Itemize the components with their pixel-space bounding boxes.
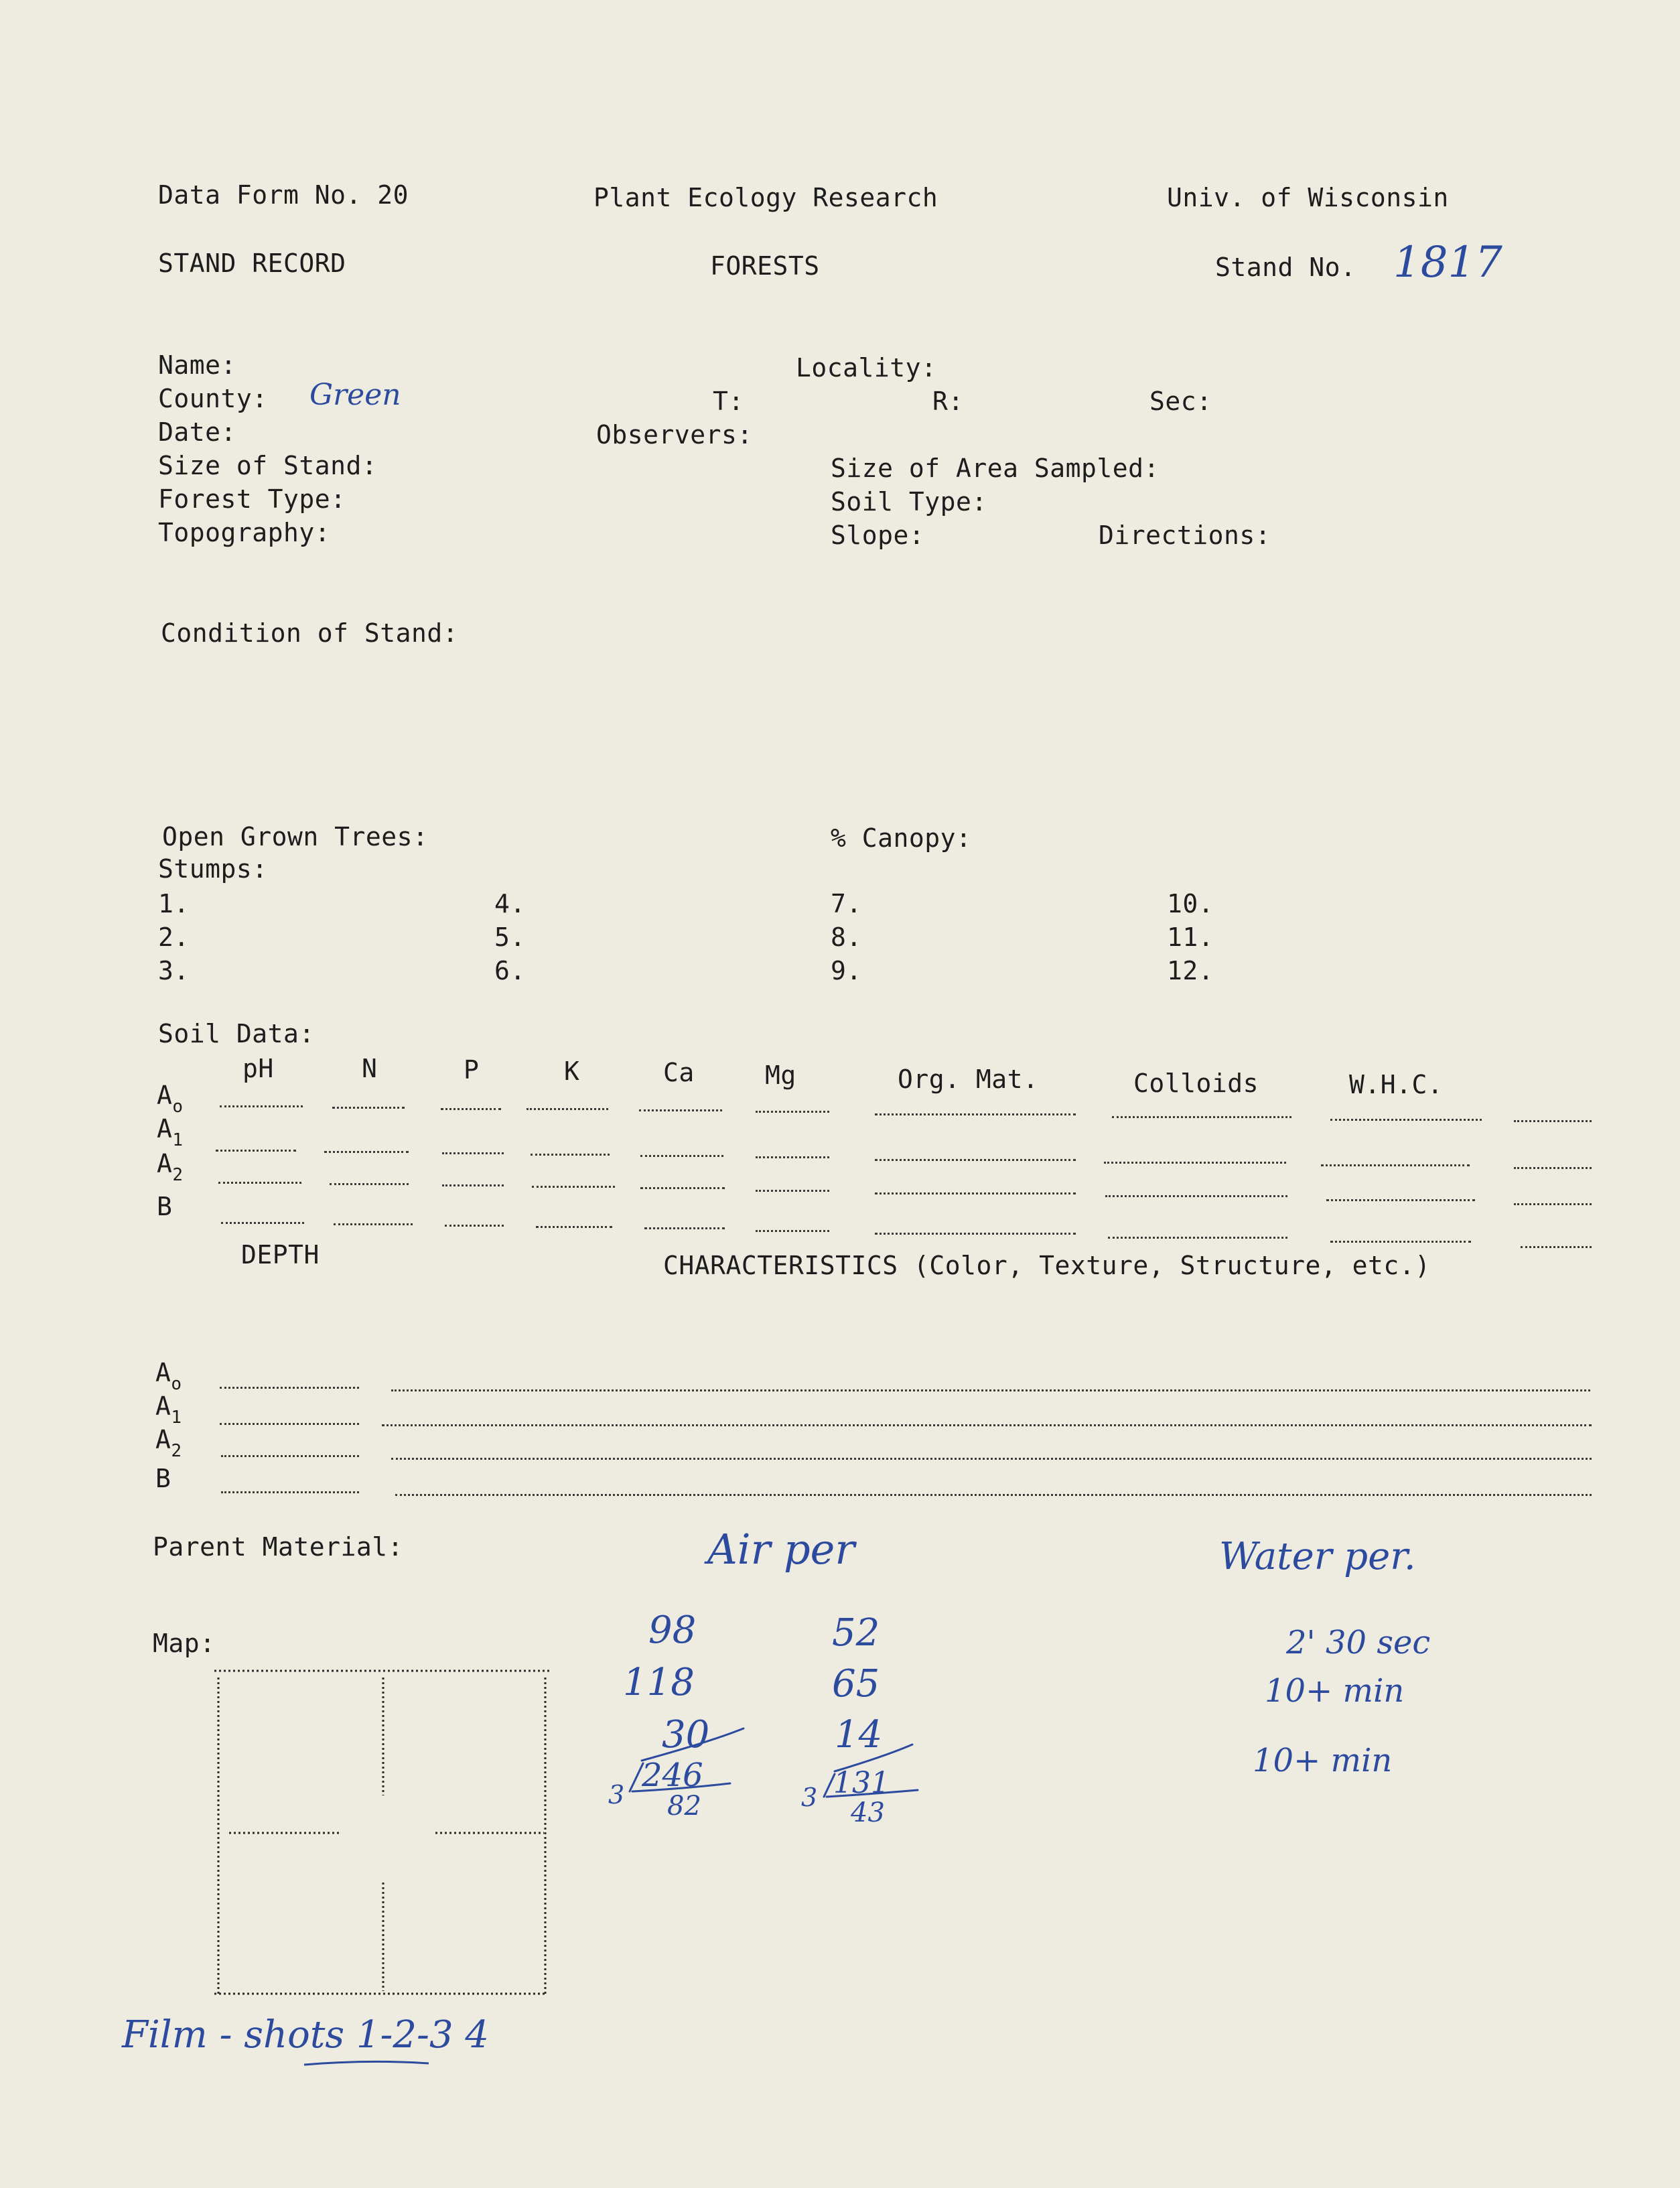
forest-type-label: Forest Type: [158,484,346,514]
horizon-b: B [157,1192,173,1221]
air-col2-value: 65 [832,1662,880,1706]
stump-7: 7. [831,889,862,918]
air-col2-sum: 131 [833,1766,890,1800]
name-label: Name: [158,350,236,380]
blank-line [1514,1167,1592,1169]
col-k: K [564,1056,580,1086]
blank-line [1514,1120,1592,1122]
topography-label: Topography: [158,518,331,547]
stump-6: 6. [494,956,526,985]
stump-5: 5. [494,922,526,952]
film-underline [301,2057,435,2070]
blank-line [395,1494,1592,1496]
blank-line [1108,1237,1287,1239]
stump-12: 12. [1167,956,1214,985]
blank-line [391,1389,1590,1391]
size-of-stand-label: Size of Stand: [158,451,378,480]
canopy-label: % Canopy: [831,823,972,853]
county-label: County: [158,384,268,413]
slope-label: Slope: [831,521,925,550]
col-p: P [464,1055,480,1085]
blank-line [324,1151,409,1153]
blank-line [442,1152,504,1154]
horizon-letter: A [155,1391,171,1421]
horizon-a2 [155,1425,182,1461]
blank-line [220,1105,303,1107]
water-note: 2' 30 sec [1286,1624,1431,1661]
blank-line [218,1182,301,1184]
horizon-ao [155,1358,182,1394]
date-label: Date: [158,417,236,447]
blank-line [1112,1116,1291,1118]
open-grown-label: Open Grown Trees: [162,822,429,851]
blank-line [1330,1241,1471,1243]
water-note: 10+ min [1253,1742,1393,1779]
horizon-letter: A [155,1358,171,1387]
blank-line [221,1491,359,1493]
characteristics-heading: CHARACTERISTICS (Color, Texture, Structure, etc.) [663,1251,1431,1280]
col-ca: Ca [663,1058,695,1087]
blank-line [216,1150,296,1152]
stand-no-label: Stand No. [1215,253,1356,282]
blank-line [442,1184,504,1186]
blank-line [527,1108,608,1110]
col-org-mat: Org. Mat. [898,1065,1039,1094]
blank-line [756,1111,829,1113]
county-value: Green [309,378,401,412]
range-label: R: [932,387,964,416]
blank-line [640,1187,725,1189]
blank-line [875,1192,1076,1194]
condition-label: Condition of Stand: [161,618,459,648]
air-per-note: Air per [707,1525,855,1574]
stand-no-value: 1817 [1393,238,1502,287]
blank-line [382,1424,1592,1426]
air-col2-divisor: 3 [801,1783,818,1812]
water-per-note: Water per. [1219,1535,1416,1578]
horizon-sub: 1 [172,1130,184,1150]
blank-line [332,1107,405,1109]
blank-line [756,1156,829,1158]
locality-label: Locality: [796,353,937,383]
university: Univ. of Wisconsin [1167,183,1449,212]
horizon-sub: o [171,1374,182,1394]
parent-material-label: Parent Material: [153,1532,404,1562]
map-label: Map: [153,1629,216,1658]
blank-line [1321,1164,1470,1166]
horizon-letter: A [157,1149,173,1178]
blank-line [1104,1162,1286,1164]
blank-line [1514,1203,1592,1205]
blank-line [536,1226,612,1228]
blank-line [220,1387,359,1389]
horizon-letter: A [157,1114,173,1144]
blank-line [531,1154,610,1156]
air-col2-value: 52 [832,1611,880,1655]
township-label: T: [713,387,744,416]
blank-line [1105,1195,1287,1197]
blank-line [1521,1246,1592,1248]
blank-line [391,1458,1592,1460]
map-grid [208,1661,556,2003]
air-col2-value: 14 [835,1713,883,1757]
blank-line [221,1222,304,1224]
blank-line [756,1190,829,1192]
horizon-a1 [155,1391,182,1428]
section-label: Sec: [1149,387,1212,416]
form-number: Data Form No. 20 [158,180,409,210]
directions-label: Directions: [1099,521,1271,550]
blank-line [644,1227,725,1229]
col-ph: pH [242,1054,274,1083]
soil-data-label: Soil Data: [158,1019,315,1048]
organization: Plant Ecology Research [593,183,938,212]
film-note: Film - shots 1-2-3 4 [122,2013,490,2057]
observers-label: Observers: [596,420,753,450]
blank-line [875,1113,1076,1115]
horizon-sub: 2 [171,1441,182,1461]
stump-10: 10. [1167,889,1214,918]
blank-line [639,1109,722,1111]
depth-heading: DEPTH [241,1240,320,1270]
air-col1-value: 118 [623,1661,695,1704]
air-col1-sum: 246 [642,1757,703,1794]
blank-line [445,1225,504,1227]
category: FORESTS [710,251,820,281]
stump-11: 11. [1167,922,1214,952]
blank-line [756,1230,829,1232]
blank-line [532,1186,615,1188]
col-whc: W.H.C. [1349,1070,1444,1099]
horizon-sub: o [172,1097,184,1117]
col-n: N [362,1054,378,1083]
blank-line [334,1223,413,1225]
horizon-a1 [157,1114,184,1150]
long-division-marks [603,1722,938,1829]
stump-9: 9. [831,956,862,985]
stump-2: 2. [158,922,190,952]
blank-line [875,1159,1076,1161]
blank-line [875,1233,1076,1235]
blank-line [330,1183,409,1185]
air-col1-value: 30 [662,1713,710,1757]
horizon-sub: 2 [172,1165,184,1185]
blank-line [221,1455,359,1457]
horizon-letter: A [157,1081,173,1110]
air-col1-divisor: 3 [608,1780,625,1809]
stump-3: 3. [158,956,190,985]
stumps-label: Stumps: [158,854,268,884]
air-col1-value: 98 [648,1609,697,1652]
col-colloids: Colloids [1133,1069,1259,1098]
blank-line [220,1423,359,1425]
record-type: STAND RECORD [158,249,346,278]
water-note: 10+ min [1265,1672,1405,1710]
horizon-ao [157,1081,184,1117]
soil-type-label: Soil Type: [831,487,987,517]
blank-line [1326,1199,1475,1201]
air-col1-result: 82 [667,1791,701,1822]
stump-4: 4. [494,889,526,918]
col-mg: Mg [765,1061,796,1090]
horizon-b: B [155,1464,171,1493]
size-of-area-label: Size of Area Sampled: [831,454,1160,483]
horizon-sub: 1 [171,1408,182,1428]
blank-line [441,1108,501,1110]
horizon-letter: A [155,1425,171,1454]
stump-1: 1. [158,889,190,918]
horizon-a2 [157,1149,184,1185]
blank-line [640,1155,723,1157]
blank-line [1330,1119,1482,1121]
stump-8: 8. [831,922,862,952]
air-col2-result: 43 [851,1797,885,1828]
